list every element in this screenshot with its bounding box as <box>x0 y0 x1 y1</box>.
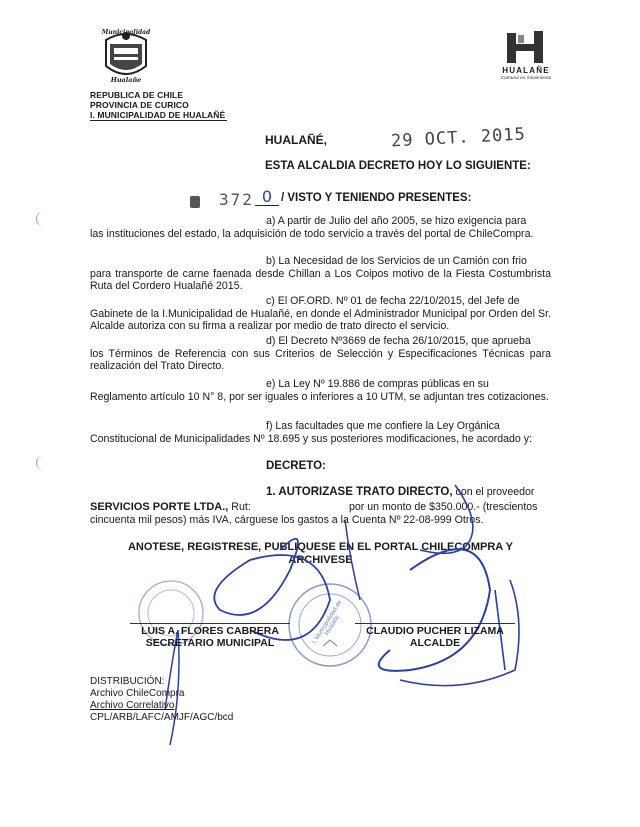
decree-number-stamp: 372 <box>219 190 254 209</box>
distribution-label: DISTRIBUCIÓN: <box>90 676 165 687</box>
seal-top-text: Municipalidad <box>101 29 151 36</box>
consideration-d-first: d) El Decreto Nº3669 de fecha 26/10/2015, que aprueba <box>266 335 531 347</box>
stamp-text: I. Municipalidad de Hualañe <box>311 599 344 646</box>
secretary-title: SECRETARIO MUNICIPAL <box>145 637 275 649</box>
consideration-a <box>90 215 551 240</box>
consideration-c <box>90 295 551 333</box>
distribution-line-3: CPL/ARB/LAFC/AMJF/AGC/bcd <box>90 712 234 723</box>
header-province: PROVINCIA DE CURICO <box>90 100 189 110</box>
consideration-e-rest: Reglamento artículo 10 N° 8, por ser iguales o inferiores a 10 UTM, se adjuntan tres cotizaciones. <box>90 390 549 403</box>
consideration-f <box>90 420 551 445</box>
brand-tagline: Comuna en movimiento <box>500 76 552 81</box>
consideration-b <box>90 255 551 293</box>
mayor-name: CLAUDIO PUCHER LIZAMA <box>355 623 515 637</box>
punch-hole-top <box>36 212 51 226</box>
header-country: REPUBLICA DE CHILE <box>90 90 184 100</box>
signature-scribble-icon <box>160 480 540 750</box>
decree-line-3: cincuenta mil pesos) más IVA, cárguese los gastos a la Cuenta Nº 22-08-999 Otros. <box>90 514 484 526</box>
distribution-line-1: Archivo ChileCompra <box>90 688 185 699</box>
visto-heading: / VISTO Y TENIENDO PRESENTES: <box>281 192 472 204</box>
distribution-line-2: Archivo Correlativo <box>90 700 175 711</box>
decree-item-1-tail: con el proveedor <box>452 486 535 498</box>
header-municipality: I. MUNICIPALIDAD DE HUALAÑÉ <box>90 110 226 120</box>
consideration-a-first: a) A partir de Julio del año 2005, se hizo exigencia para <box>266 215 527 227</box>
amount-text: por un monto de $350.000.- (trescientos <box>349 501 538 513</box>
consideration-b-first: b) La Necesidad de los Servicios de un Camión con frio <box>266 255 527 267</box>
consideration-c-rest: Gabinete de la I.Municipalidad de Hualañé, en donde el Administrador Municipal por Orden del Sr. Alcalde autoriza con su firma a realizar por medio de trato directo el servicio. <box>90 307 551 332</box>
publish-line-1: ANOTESE, REGISTRESE, PUBLIQUESE EN EL PORTAL CHILECOMPRA Y <box>127 541 514 553</box>
decree-title: ESTA ALCALDIA DECRETO HOY LO SIGUIENTE: <box>265 160 531 172</box>
punch-hole-bottom <box>36 456 51 470</box>
consideration-b-rest: para transporte de carne faenada desde Chillan a Los Coipos motivo de la Fiesta Costumbrista Ruta del Cordero Hualañé 2015. <box>90 267 551 292</box>
hualane-logo-icon <box>505 29 545 65</box>
seal-bottom-text: Hualañe <box>110 76 142 84</box>
consideration-e-first: e) La Ley Nº 19.886 de compras públicas en su <box>266 378 489 390</box>
mayor-title: ALCALDE <box>409 637 461 649</box>
consideration-f-first: f) Las facultades que me confiere la Ley Orgánica <box>266 420 500 432</box>
consideration-c-first: c) El OF.ORD. Nº 01 de fecha 22/10/2015, del Jefe de <box>266 295 520 307</box>
consideration-a-rest: las instituciones del estado, la adquisición de todo servicio a través del portal de ChileCompra. <box>90 227 534 240</box>
consideration-d-rest: los Términos de Referencia con sus Criterios de Selección y Especificaciones Técnicas para realización del Trato Directo. <box>90 347 551 372</box>
decree-number-hand: 0 <box>255 189 279 206</box>
page-mark <box>190 196 200 208</box>
rut-label: Rut: <box>228 501 251 513</box>
decree-item-1-bold: 1. AUTORIZASE TRATO DIRECTO, <box>266 486 453 498</box>
date-stamp: 29 OCT. 2015 <box>390 124 527 152</box>
publish-line-2: ARCHIVESE <box>288 554 353 566</box>
city-label: HUALAÑÉ, <box>265 133 327 147</box>
secretary-name: LUIS A. FLORES CABRERA <box>130 623 290 637</box>
decree-label: DECRETO: <box>266 460 326 472</box>
consideration-d <box>90 335 551 373</box>
consideration-f-rest: Constitucional de Municipalidades Nº 18.695 y sus posteriores modificaciones, he acordado y: <box>90 432 532 445</box>
brand-name: HUALAÑE <box>502 66 550 75</box>
provider-name: SERVICIOS PORTE LTDA., <box>90 501 229 513</box>
consideration-e <box>90 378 551 403</box>
